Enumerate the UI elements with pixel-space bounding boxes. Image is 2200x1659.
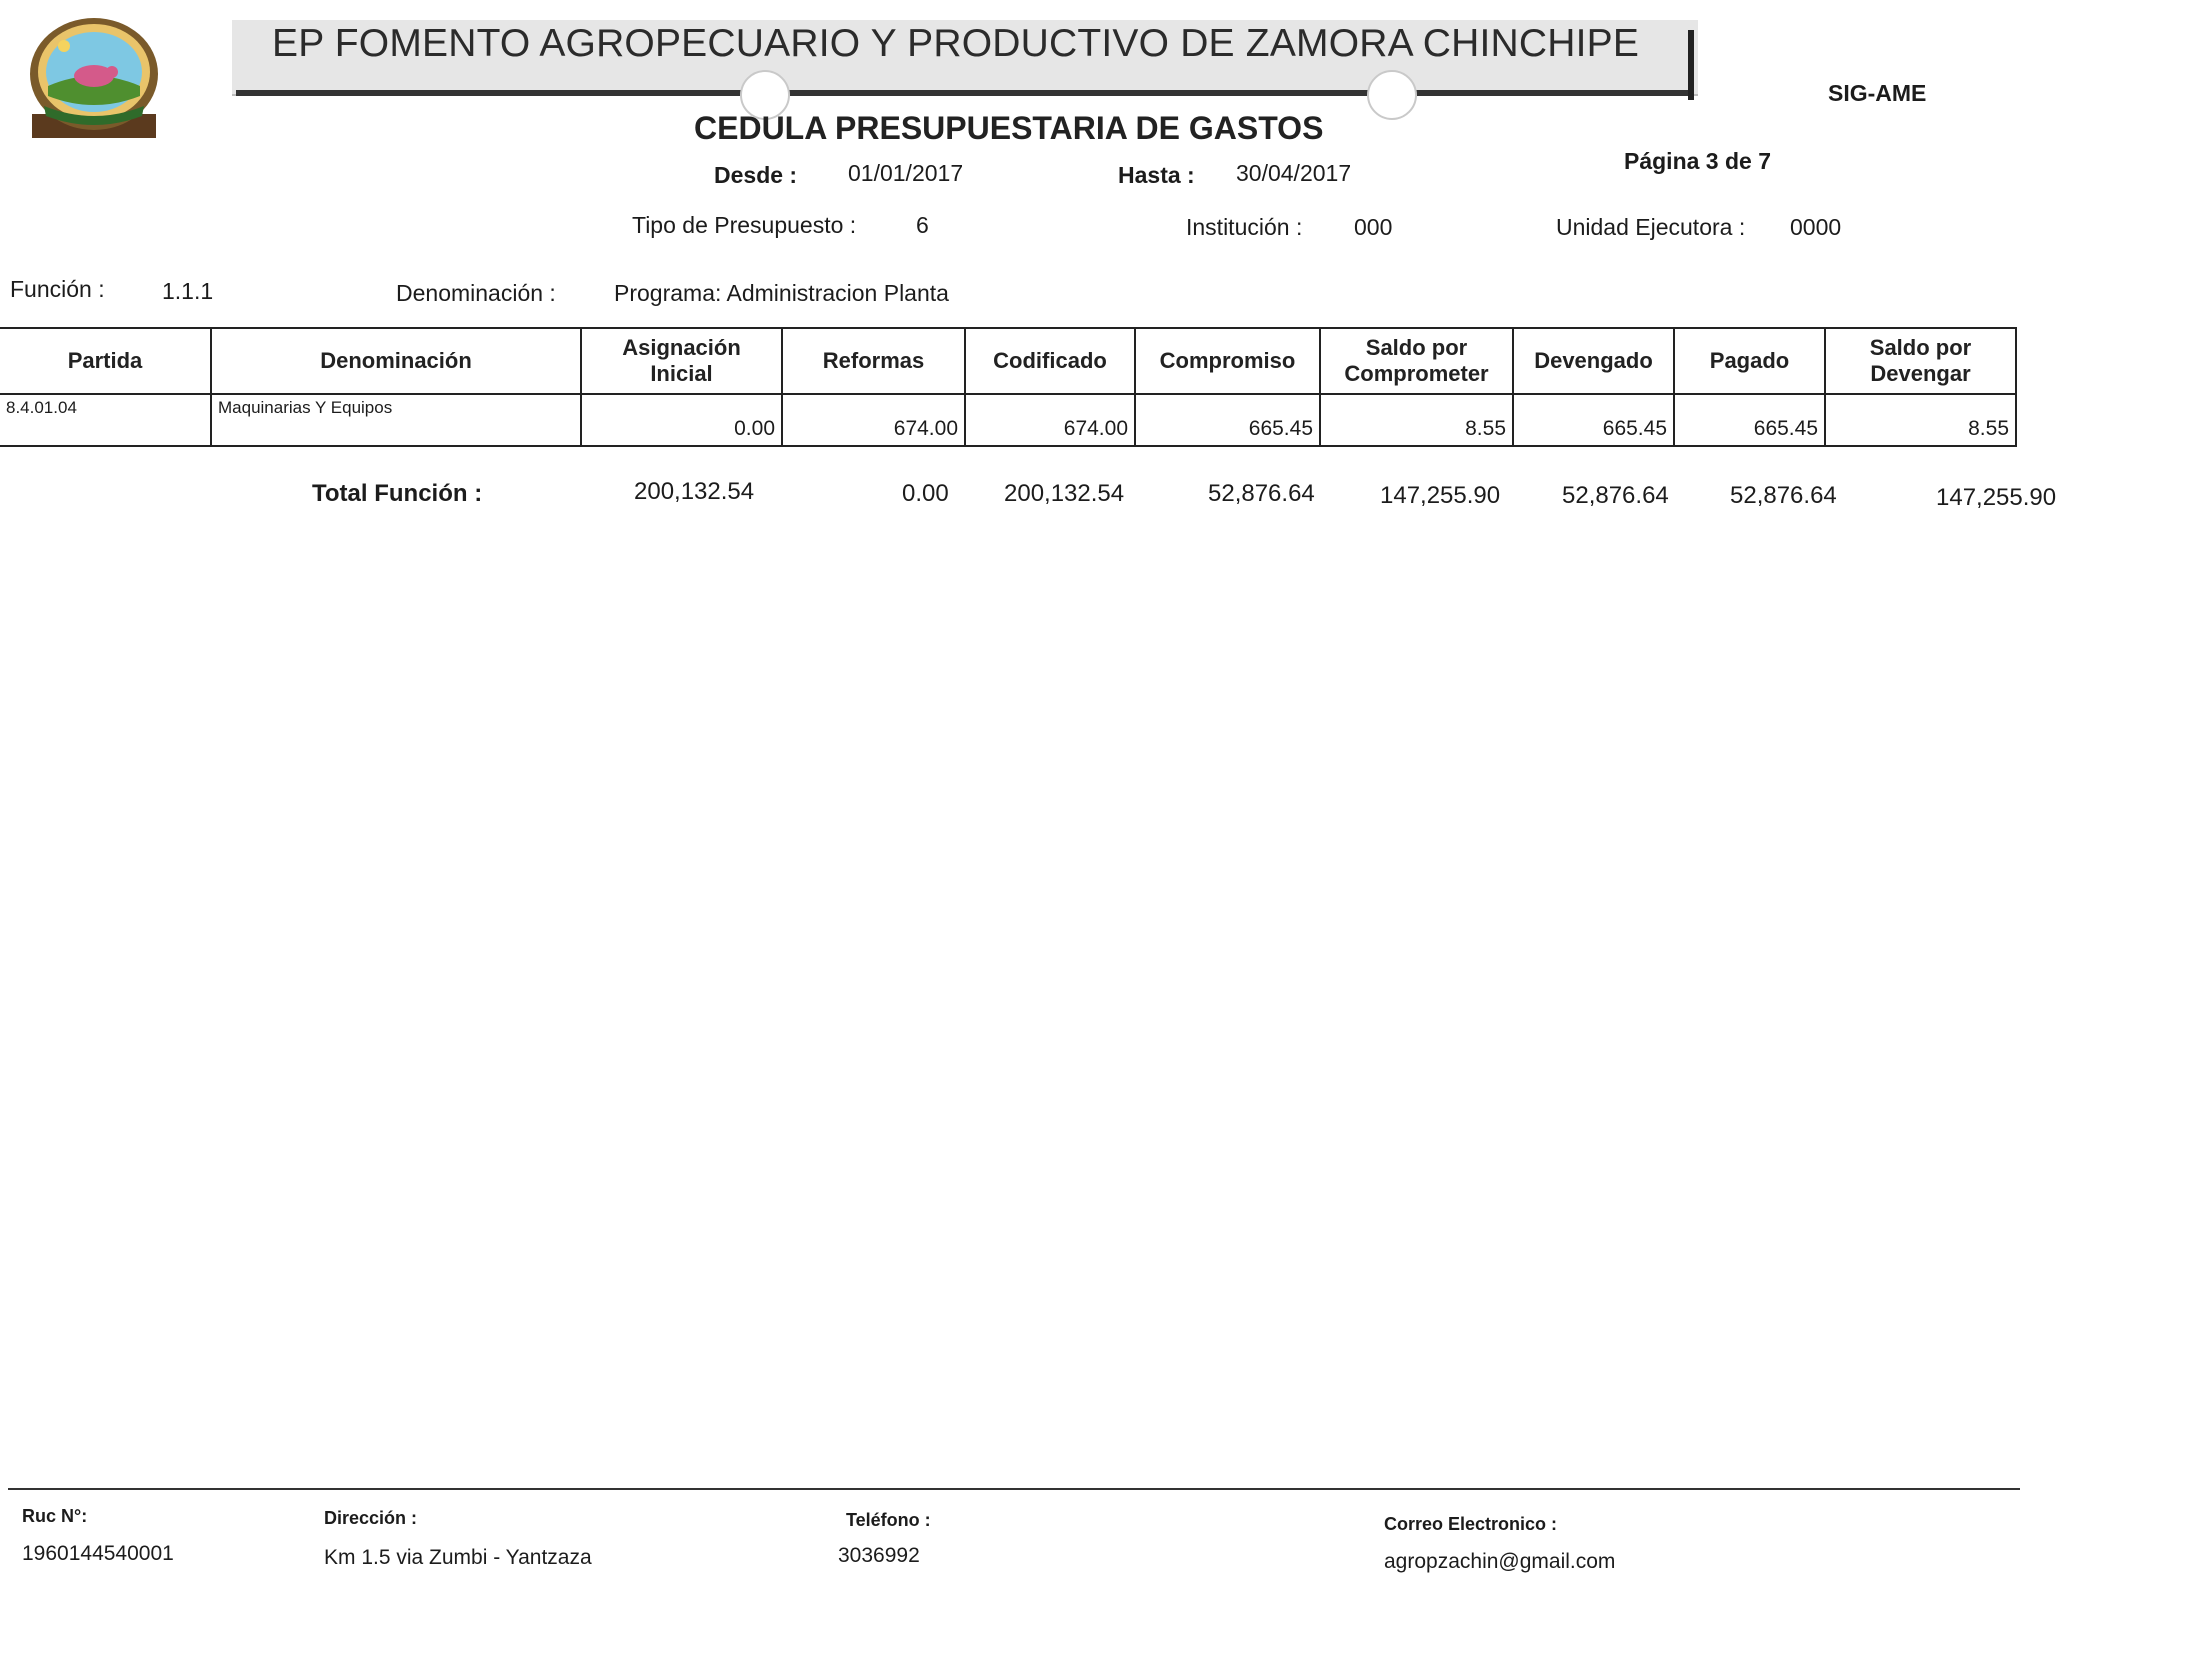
- total-pagado: 52,876.64: [1730, 482, 1837, 509]
- funcion-label: Función :: [10, 276, 105, 302]
- col-header-saldo-por-devengar: [1825, 328, 2016, 394]
- col-header-compromiso: Compromiso: [1135, 328, 1320, 394]
- col-header-asignacion-line1: Asignación: [622, 335, 741, 360]
- ruc-label: Ruc N°:: [22, 1506, 88, 1526]
- punch-hole: [1367, 70, 1417, 120]
- total-compromiso: 52,876.64: [1208, 480, 1315, 507]
- telefono-value: 3036992: [838, 1544, 920, 1567]
- cell-compromiso: 665.45: [1135, 394, 1320, 446]
- col-header-asignacion-line2: Inicial: [650, 361, 713, 386]
- funcion-denominacion-value: Programa: Administracion Planta: [614, 280, 949, 306]
- col-header-saldo-comp-line1: Saldo por: [1365, 335, 1468, 360]
- total-saldo-por-devengar: 147,255.90: [1936, 484, 2057, 511]
- tipo-presupuesto-label: Tipo de Presupuesto :: [632, 212, 857, 238]
- direccion-label: Dirección :: [324, 1508, 418, 1528]
- col-header-denominacion: Denominación: [211, 328, 581, 394]
- direccion-value: Km 1.5 via Zumbi - Yantzaza: [324, 1546, 592, 1569]
- cell-denominacion: Maquinarias Y Equipos: [211, 394, 581, 446]
- banner-edge: [1688, 30, 1694, 100]
- col-header-saldo-por-comprometer: [1320, 328, 1513, 394]
- col-header-saldo-dev-line1: Saldo por: [1869, 335, 1972, 360]
- total-saldo-por-comprometer: 147,255.90: [1380, 482, 1501, 509]
- cell-reformas: 674.00: [782, 394, 965, 446]
- col-header-saldo-dev-line2: Devengar: [1870, 361, 1971, 386]
- cell-pagado: 665.45: [1674, 394, 1825, 446]
- col-header-partida: Partida: [0, 328, 211, 394]
- unidad-ejecutora-label: Unidad Ejecutora :: [1556, 214, 1746, 240]
- institucion-label: Institución :: [1186, 214, 1303, 240]
- cell-devengado: 665.45: [1513, 394, 1674, 446]
- correo-value: agropzachin@gmail.com: [1384, 1550, 1616, 1573]
- document-title: CEDULA PRESUPUESTARIA DE GASTOS: [694, 110, 1324, 146]
- ruc-value: 1960144540001: [22, 1542, 174, 1565]
- col-header-asignacion-inicial: [581, 328, 782, 394]
- cell-asignacion-inicial: 0.00: [581, 394, 782, 446]
- desde-value: 01/01/2017: [848, 160, 964, 186]
- col-header-codificado: Codificado: [965, 328, 1135, 394]
- hasta-value: 30/04/2017: [1236, 160, 1352, 186]
- cell-partida: 8.4.01.04: [0, 394, 211, 446]
- footer-divider: [8, 1488, 2020, 1490]
- cell-saldo-por-devengar: 8.55: [1825, 394, 2016, 446]
- table-row: [0, 394, 2016, 446]
- system-code: SIG-AME: [1828, 80, 1927, 106]
- col-header-reformas: Reformas: [782, 328, 965, 394]
- col-header-saldo-comp-line2: Comprometer: [1344, 361, 1489, 386]
- unidad-ejecutora-value: 0000: [1790, 214, 1842, 240]
- institucion-value: 000: [1354, 214, 1393, 240]
- funcion-value: 1.1.1: [162, 278, 214, 304]
- budget-table: [0, 327, 2017, 447]
- organization-logo: [24, 16, 164, 138]
- tipo-presupuesto-value: 6: [916, 212, 929, 238]
- col-header-devengado: Devengado: [1513, 328, 1674, 394]
- organization-name: EP FOMENTO AGROPECUARIO Y PRODUCTIVO DE ZAMORA CHINCHIPE: [272, 22, 1640, 65]
- correo-label: Correo Electronico :: [1384, 1514, 1558, 1534]
- hasta-label: Hasta :: [1118, 162, 1195, 188]
- total-codificado: 200,132.54: [1004, 480, 1125, 507]
- table-header-row: [0, 328, 2016, 394]
- page-number: Página 3 de 7: [1624, 148, 1772, 174]
- total-asignacion-inicial: 200,132.54: [634, 478, 755, 505]
- banner-underline: [236, 90, 1694, 96]
- cell-codificado: 674.00: [965, 394, 1135, 446]
- desde-label: Desde :: [714, 162, 798, 188]
- total-funcion-label: Total Función :: [312, 480, 483, 507]
- total-reformas: 0.00: [902, 480, 949, 507]
- funcion-denominacion-label: Denominación :: [396, 280, 556, 306]
- total-devengado: 52,876.64: [1562, 482, 1669, 509]
- cell-saldo-por-comprometer: 8.55: [1320, 394, 1513, 446]
- telefono-label: Teléfono :: [846, 1510, 931, 1530]
- col-header-pagado: Pagado: [1674, 328, 1825, 394]
